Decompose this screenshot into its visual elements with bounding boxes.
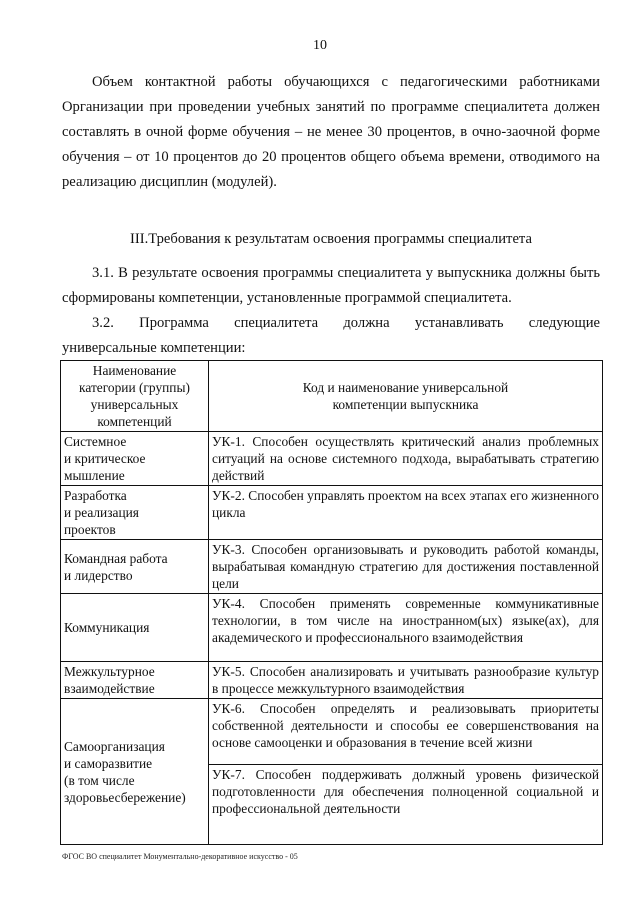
paragraph-3-2-line1: 3.2. Программа специалитета должна устанавливать следующие xyxy=(92,315,600,331)
table-row xyxy=(61,432,603,486)
competence-cell: УК-6. Способен определять и реализовывать приоритеты собственной деятельности и способы ее совершенствования на основе самооценки и образования в течение всей жизни xyxy=(209,699,603,765)
paragraph-3-2-line2: универсальные компетенции: xyxy=(62,340,246,356)
category-cell: Самоорганизация и саморазвитие (в том числе здоровьесбережение) xyxy=(61,699,209,845)
table-row xyxy=(61,540,603,594)
table-row xyxy=(61,662,603,699)
competences-table xyxy=(60,360,603,845)
paragraph-contact-work: Объем контактной работы обучающихся с педагогическими работниками Организации при проведении учебных занятий по программе специалитета должен составлять в очной форме обучения – не менее 30 процентов, в очно-заочной форме обучения – от 10 процентов до 20 процентов общего объема времени, отводимого на реализацию дисциплин (модулей). xyxy=(62,74,600,190)
category-cell: Командная работа и лидерство xyxy=(61,540,209,594)
table-header-row xyxy=(61,361,603,432)
paragraph-3-1: 3.1. В результате освоения программы специалитета у выпускника должны быть сформированы компетенции, установленные программой специалитета. xyxy=(62,265,600,306)
table-row xyxy=(61,594,603,662)
competence-cell: УК-1. Способен осуществлять критический анализ проблемных ситуаций на основе системного подхода, вырабатывать стратегию действий xyxy=(209,432,603,486)
competence-cell: УК-3. Способен организовывать и руководить работой команды, вырабатывая командную стратегию для достижения поставленной цели xyxy=(209,540,603,594)
category-cell: Системное и критическое мышление xyxy=(61,432,209,486)
section-heading: III.Требования к результатам освоения программы специалитета xyxy=(130,231,532,247)
category-cell: Разработка и реализация проектов xyxy=(61,486,209,540)
competence-cell: УК-7. Способен поддерживать должный уровень физической подготовленности для обеспечения полноценной социальной и профессиональной деятельности xyxy=(209,765,603,845)
table-header-competence: Код и наименование универсальной компетенции выпускника xyxy=(209,361,603,432)
table-row xyxy=(61,699,603,765)
competence-cell: УК-4. Способен применять современные коммуникативные технологии, в том числе на иностранном(ых) языке(ах), для академического и профессионального взаимодействия xyxy=(209,594,603,662)
category-cell: Межкультурное взаимодействие xyxy=(61,662,209,699)
table-header-category: Наименование категории (группы) универсальных компетенций xyxy=(61,361,209,432)
table-row xyxy=(61,486,603,540)
footer-note: ФГОС ВО специалитет Монументально-декоративное искусство - 05 xyxy=(62,852,298,861)
page-number: 10 xyxy=(313,38,327,53)
category-cell: Коммуникация xyxy=(61,594,209,662)
paragraph-3-2 xyxy=(62,311,600,361)
competence-cell: УК-2. Способен управлять проектом на всех этапах его жизненного цикла xyxy=(209,486,603,540)
competence-cell: УК-5. Способен анализировать и учитывать разнообразие культур в процессе межкультурного взаимодействия xyxy=(209,662,603,699)
